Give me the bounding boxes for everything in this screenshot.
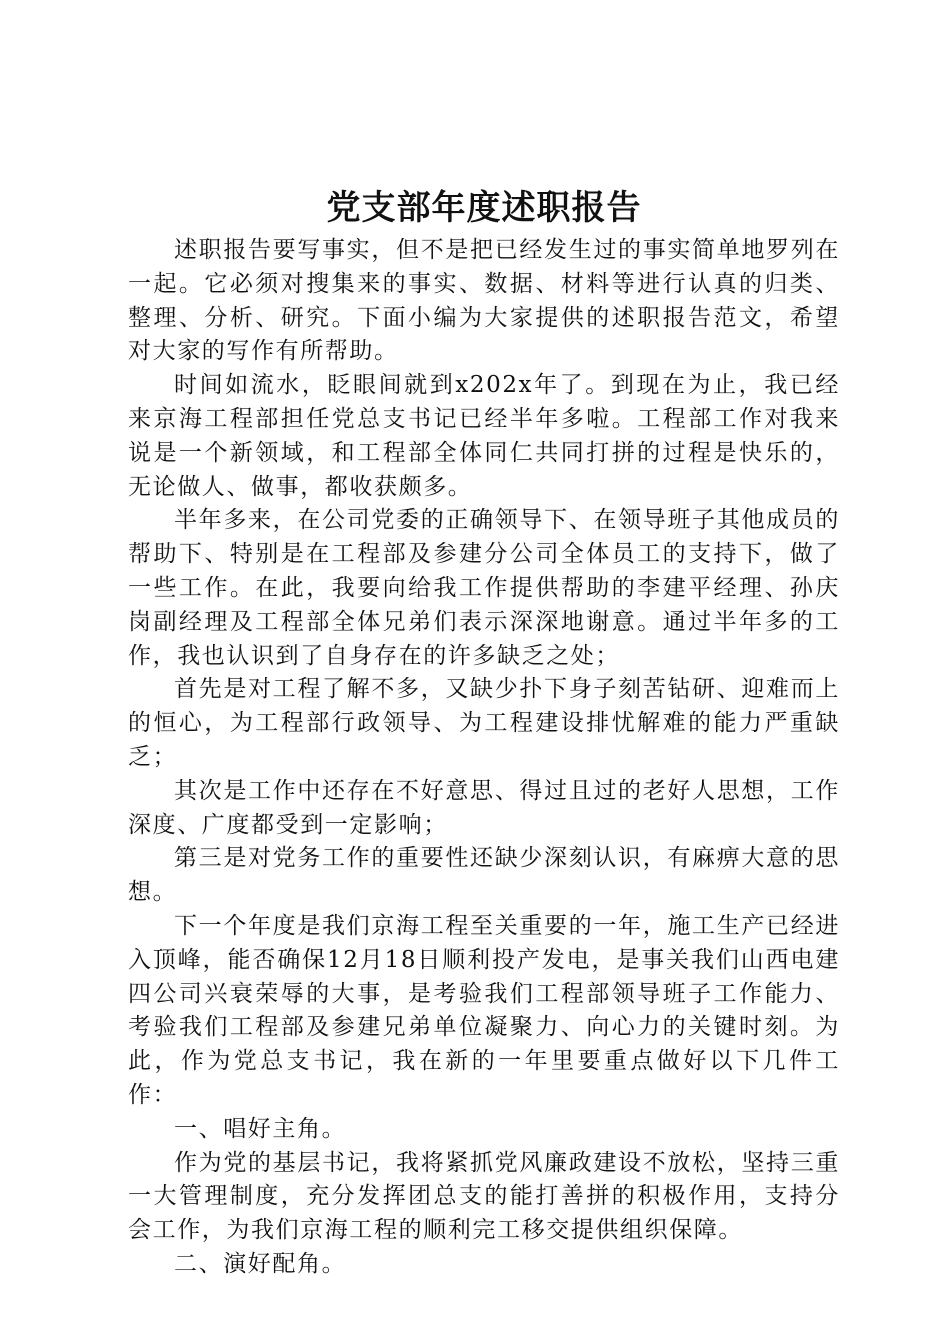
paragraph-intro: 述职报告要写事实，但不是把已经发生过的事实简单地罗列在一起。它必须对搜集来的事实、数据、材料等进行认真的归类、整理、分析、研究。下面小编为大家提供的述职报告范文，希望对大家的写作有所帮助。: [128, 237, 840, 365]
paragraph-first-shortcoming: 首先是对工程了解不多，又缺少扑下身子刻苦钻研、迎难而上的恒心，为工程部行政领导、为工程建设排忧解难的能力严重缺乏；: [128, 676, 840, 770]
paragraph-second-shortcoming: 其次是工作中还存在不好意思、得过且过的老好人思想，工作深度、广度都受到一定影响；: [128, 777, 840, 838]
paragraph-time: 时间如流水，眨眼间就到x202x年了。到现在为止，我已经来京海工程部担任党总支书记已经半年多啦。工程部工作对我来说是一个新领域，和工程部全体同仁共同打拼的过程是快乐的，无论做人、做事，都收获颇多。: [128, 372, 840, 500]
paragraph-heading-two: 二、演好配角。: [174, 1250, 347, 1277]
document-page: [128, 184, 840, 1282]
paragraph-leading-role: 作为党的基层书记，我将紧抓党风廉政建设不放松，坚持三重一大管理制度，充分发挥团总支的能打善拼的积极作用，支持分会工作，为我们京海工程的顺利完工移交提供组织保障。: [128, 1149, 840, 1244]
document-title: 党支部年度述职报告: [326, 188, 642, 228]
paragraph-third-shortcoming: 第三是对党务工作的重要性还缺少深刻认识，有麻痹大意的思想。: [128, 845, 840, 906]
paragraph-heading-one: 一、唱好主角。: [174, 1115, 347, 1142]
paragraph-half-year: 半年多来，在公司党委的正确领导下、在领导班子其他成员的帮助下、特别是在工程部及参建分公司全体员工的支持下，做了一些工作。在此，我要向给我工作提供帮助的李建平经理、孙庆岗副经理及工程部全体兄弟们表示深深地谢意。通过半年多的工作，我也认识到了自身存在的许多缺乏之处；: [128, 507, 840, 669]
paragraph-next-year: 下一个年度是我们京海工程至关重要的一年，施工生产已经进入顶峰，能否确保12月18日顺利投产发电，是事关我们山西电建四公司兴衰荣辱的大事，是考验我们工程部领导班子工作能力、考验我们工程部及参建兄弟单位凝聚力、向心力的关键时刻。为此，作为党总支书记，我在新的一年里要重点做好以下几件工作：: [128, 912, 840, 1108]
